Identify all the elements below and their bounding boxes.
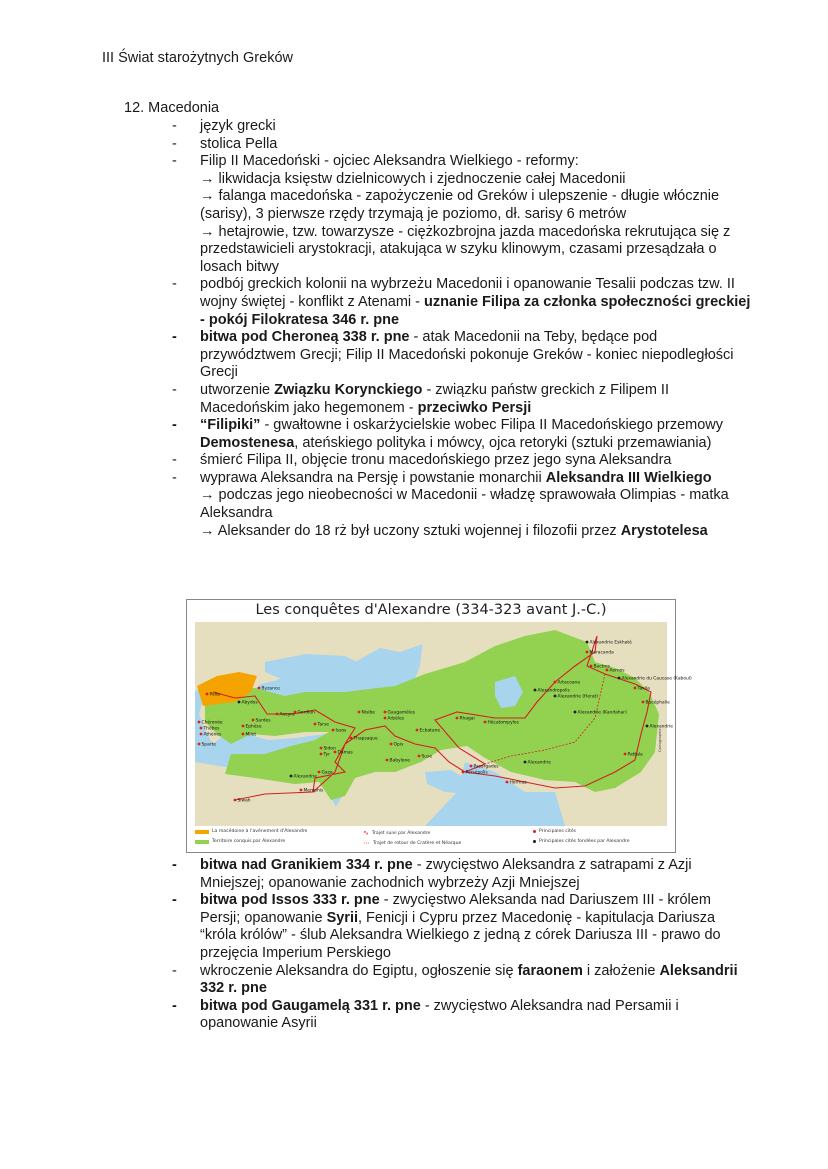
legend-macedonia xyxy=(195,829,307,834)
city-label-ancyre: Ancyre xyxy=(279,712,295,718)
sub-point xyxy=(200,171,752,189)
bullet-dash: - xyxy=(172,962,177,979)
legend-swatch-green xyxy=(195,840,209,844)
list-item-text xyxy=(200,417,752,452)
list-item xyxy=(172,892,752,962)
city-label-alexandrie_caucase: Alexandrie du Caucase (Kaboul) xyxy=(621,676,692,682)
city-marker-memphis xyxy=(300,789,303,792)
bullet-dash: - xyxy=(172,452,177,469)
text-run: - gwałtowne i oskarżycielskie wobec Filipa II Macedońskiego przemowy xyxy=(260,417,723,434)
text-run: i założenie xyxy=(582,962,660,979)
city-marker-maracanda xyxy=(586,651,589,654)
city-marker-alexandropolis xyxy=(534,689,537,692)
list-item xyxy=(172,857,752,892)
bold-text: Aleksandrii 332 r. pne xyxy=(200,962,738,997)
black-dot-icon xyxy=(533,840,536,843)
city-marker-rhagai xyxy=(456,717,459,720)
city-label-babylone: Babylone xyxy=(389,758,410,764)
list-item-text xyxy=(200,857,752,892)
city-marker-alexandrie_carmanie xyxy=(524,761,527,764)
city-marker-suse xyxy=(418,755,421,758)
list-item-text xyxy=(200,118,752,136)
city-label-alexandrie_kandahar: Alexandrie (Kandahar) xyxy=(577,710,627,716)
legend-return xyxy=(363,839,461,847)
bullet-list-bottom xyxy=(172,857,752,1033)
city-label-sidon: Sidon xyxy=(323,746,336,752)
list-item xyxy=(172,470,752,540)
bold-text: bitwa nad Granikiem 334 r. pne xyxy=(200,857,413,873)
text-run: → Aleksander do 18 rż był uczony sztuki wojennej i filozofii przez xyxy=(200,522,621,539)
list-item-text xyxy=(200,470,752,540)
list-item xyxy=(172,153,752,276)
text-run: , Fenicji i Cypru przez Macedonię - kapitulacja Dariusza “króla królów” - ślub Aleksandra Wielkiego z jedną z córek Dariusza III - prawo do przejęcia Imperium Perskiego xyxy=(200,909,721,961)
text-run: - zwycięstwo Aleksanda nad Dariuszem III - królem Persji; opanowanie xyxy=(200,892,711,926)
legend-route-label: Trajet suivi par Alexandre xyxy=(371,830,431,836)
bold-text: faraonem xyxy=(517,962,583,979)
text-run: → likwidacja księstw dzielnicowych i zjednoczenie całej Macedonii xyxy=(200,170,626,187)
bullet-dash: - xyxy=(172,329,177,346)
city-label-sparte: Sparte xyxy=(201,742,216,748)
bold-text: “Filipiki” xyxy=(200,417,261,434)
city-label-tyr: Tyr xyxy=(323,752,330,758)
red-dot-icon xyxy=(533,830,536,833)
list-item xyxy=(172,276,752,329)
city-label-siwah: Siwah xyxy=(237,798,251,804)
city-marker-sidon xyxy=(320,747,323,750)
city-marker-thebes xyxy=(200,727,203,730)
city-label-maracanda: Maracanda xyxy=(589,650,614,656)
city-label-athenes: Athènes xyxy=(203,732,222,738)
city-label-hormuz: Hormuz xyxy=(509,780,527,786)
bullet-list-top xyxy=(172,118,752,540)
city-marker-artakoana xyxy=(554,681,557,684)
sub-point xyxy=(200,523,752,541)
city-marker-persepolis xyxy=(462,771,465,774)
bullet-dash: - xyxy=(172,276,177,293)
city-marker-bucephalie xyxy=(642,701,645,704)
city-marker-pella xyxy=(206,693,209,696)
list-item xyxy=(172,329,752,382)
legend-conquered xyxy=(195,839,285,844)
city-label-alexandrie_arie: Alexandrie (Herat) xyxy=(557,694,598,700)
text-run: - atak Macedonii na Teby, będące pod przywództwem Grecji; Filip II Macedoński pokonuje Greków - koniec niepodległości Grecji xyxy=(200,329,734,381)
city-marker-ancyre xyxy=(276,713,279,716)
city-label-pasargades: Pasargades xyxy=(473,764,499,770)
city-label-arbeles: Arbèles xyxy=(387,716,405,722)
city-marker-alexandrie_eskhate xyxy=(586,641,589,644)
city-marker-siwah xyxy=(234,799,237,802)
city-label-thapsaque: Thapsaque xyxy=(353,736,378,742)
bold-text: Związku Korynckiego xyxy=(274,381,423,398)
city-label-suse: Suse xyxy=(421,754,433,760)
sub-point xyxy=(200,487,752,522)
return-route-icon: ⋯ xyxy=(363,839,370,847)
city-marker-abydos xyxy=(238,701,241,704)
city-label-damas: Damas xyxy=(337,750,353,756)
city-marker-alexandrie_egypte xyxy=(290,775,293,778)
text-run: stolica Pella xyxy=(200,135,278,152)
city-label-sardes: Sardes xyxy=(255,718,271,724)
city-marker-pattala xyxy=(624,753,627,756)
text-run: - związku państw greckich z Filipem II Macedońskim jako hegemonem - xyxy=(200,381,669,416)
city-marker-hecatompylos xyxy=(484,721,487,724)
bullet-dash: - xyxy=(172,857,177,873)
city-label-issos: Issos xyxy=(335,728,347,734)
city-label-gaugameles: Gaugamèles xyxy=(387,710,416,716)
city-marker-gaugameles xyxy=(384,711,387,714)
text-run: śmierć Filipa II, objęcie tronu macedońskiego przez jego syna Aleksandra xyxy=(200,452,672,469)
bullet-dash: - xyxy=(172,381,177,398)
city-marker-issos xyxy=(332,729,335,732)
text-run: wyprawa Aleksandra na Persję i powstanie monarchii xyxy=(200,469,546,486)
city-label-aornos: Aornos xyxy=(609,668,625,674)
city-label-artakoana: Artacoana xyxy=(557,680,580,686)
legend-cities-label: Principales cités xyxy=(539,829,577,834)
city-marker-thapsaque xyxy=(350,737,353,740)
city-marker-athenes xyxy=(200,733,203,736)
city-label-alexandrie_eskhate: Alexandrie Eskhaté xyxy=(589,640,632,646)
bold-text: bitwa pod Cheroneą 338 r. pne xyxy=(200,329,410,346)
list-item-text xyxy=(200,329,752,382)
city-label-alexandrie_egypte: Alexandrie xyxy=(293,774,317,780)
text-run: Filip II Macedoński - ojciec Aleksandra Wielkiego - reformy: xyxy=(200,153,579,170)
city-label-gordion: Gordion xyxy=(297,710,315,716)
list-item xyxy=(172,998,752,1033)
map-figure xyxy=(186,599,692,853)
city-marker-byzance xyxy=(258,687,261,690)
map-image xyxy=(195,622,692,826)
city-label-milet: Milet xyxy=(245,732,257,738)
city-marker-sardes xyxy=(252,719,255,722)
text-run: → falanga macedońska - zapożyczenie od Greków i ulepszenie - długie włócznie (sarisy), 3 pierwsze rzędy trzymają je poziomo, dł. sarisy 6 metrów xyxy=(200,188,720,222)
list-item-text xyxy=(200,136,752,154)
legend-swatch-orange xyxy=(195,830,209,834)
city-label-ephese: Ephèse xyxy=(245,724,262,730)
text-run: - zwycięstwo Aleksandra z satrapami z Azji Mniejszej; opanowanie zachodnich wybrzeży Azji Mniejszej xyxy=(200,857,692,891)
bullet-dash: - xyxy=(172,417,177,434)
city-label-taxila: Taxila xyxy=(637,686,650,692)
bold-text: bitwa pod Issos 333 r. pne xyxy=(200,892,380,909)
list-item xyxy=(172,417,752,452)
city-marker-hormuz xyxy=(506,781,509,784)
list-item-text xyxy=(200,892,752,962)
legend-founded xyxy=(533,839,630,844)
city-label-chersonese: Chéronée xyxy=(201,720,223,726)
city-label-nisibe: Nisibe xyxy=(361,710,375,716)
city-marker-pasargades xyxy=(470,765,473,768)
text-run: → podczas jego nieobecności w Macedonii - władzę sprawowała Olimpias - matka Aleksandra xyxy=(200,487,729,522)
city-label-alexandropolis: Alexandropolis xyxy=(537,688,570,694)
text-run: , ateńskiego polityka i mówcy, ojca retoryki (sztuki przemawiania) xyxy=(294,434,712,451)
city-label-gaza: Gaza xyxy=(321,770,333,776)
bold-text: uznanie Filipa za członka społeczności greckiej - pokój Filokratesa 346 r. pne xyxy=(200,293,751,328)
city-label-tarse: Tarse xyxy=(317,722,329,728)
city-label-alexandria: Alexandrie xyxy=(649,724,673,730)
bullet-dash: - xyxy=(172,469,177,486)
bullet-dash: - xyxy=(172,997,177,1014)
city-label-bactres: Bactres xyxy=(593,664,611,670)
city-label-opis: Opis xyxy=(393,742,404,748)
legend-conquered-label: Territoire conquis par Alexandre xyxy=(212,839,286,844)
city-marker-ephese xyxy=(242,725,245,728)
city-marker-alexandrie_kandahar xyxy=(574,711,577,714)
city-marker-sparte xyxy=(198,743,201,746)
list-item xyxy=(172,452,752,470)
city-marker-arbeles xyxy=(384,717,387,720)
city-label-persepolis: Persépolis xyxy=(465,770,488,776)
legend-cities xyxy=(533,829,576,834)
bold-text: bitwa pod Gaugamelą 331 r. pne xyxy=(200,997,421,1014)
city-marker-chersonese xyxy=(198,721,201,724)
list-item xyxy=(172,382,752,417)
bold-text: Syrii xyxy=(326,909,358,926)
city-marker-nisibe xyxy=(358,711,361,714)
list-item xyxy=(172,136,752,154)
city-marker-alexandrie_arie xyxy=(554,695,557,698)
bullet-dash: - xyxy=(172,135,177,152)
city-marker-gaza xyxy=(318,771,321,774)
map-title: Les conquêtes d'Alexandre (334-323 avant J.-C.) xyxy=(255,602,607,618)
legend-founded-label: Principales cités fondées par Alexandre xyxy=(539,839,630,844)
bold-text: Arystotelesa xyxy=(620,522,708,539)
bold-text: Aleksandra III Wielkiego xyxy=(545,469,712,486)
city-label-bucephalie: Bucéphalie xyxy=(645,700,670,706)
city-label-rhagai: Rhagai xyxy=(459,716,475,722)
city-label-thebes: Thèbes xyxy=(203,726,220,732)
city-marker-tyr xyxy=(320,753,323,756)
legend-macedonia-label: La macédoine à l'avènement d'Alexandre xyxy=(212,829,308,834)
list-item-text xyxy=(200,382,752,417)
sub-point xyxy=(200,188,752,223)
section-title: 12. Macedonia xyxy=(124,100,220,116)
list-item xyxy=(172,118,752,136)
city-label-byzance: Byzance xyxy=(261,686,281,692)
text-run: podbój greckich kolonii na wybrzeżu Macedonii i opanowanie Tesalii podczas tzw. II wojny świętej - konflikt z Atenami - xyxy=(200,276,735,310)
map-legend xyxy=(195,828,667,848)
list-item-text xyxy=(200,153,752,276)
document-header: III Świat starożytnych Greków xyxy=(102,50,293,66)
city-marker-bactres xyxy=(590,665,593,668)
text-run: - zwycięstwo Aleksandra nad Persamii i opanowanie Asyrii xyxy=(200,997,679,1032)
bullet-dash: - xyxy=(172,892,177,909)
sub-point xyxy=(200,224,752,277)
city-marker-ecbatane xyxy=(416,729,419,732)
city-label-pella: Pella xyxy=(209,692,220,698)
city-marker-opis xyxy=(390,743,393,746)
text-run: utworzenie xyxy=(200,381,275,398)
city-marker-alexandria xyxy=(646,725,649,728)
legend-route xyxy=(363,829,430,837)
city-label-pattala: Pattala xyxy=(627,752,643,758)
list-item-text xyxy=(200,452,752,470)
city-label-hecatompylos: Hécatompylos xyxy=(487,720,519,726)
city-marker-tarse xyxy=(314,723,317,726)
legend-return-label: Trajet de retour de Cratère et Néarque xyxy=(373,840,462,846)
bold-text: Demostenesa xyxy=(200,434,295,451)
list-item xyxy=(172,963,752,998)
bullet-dash: - xyxy=(172,118,177,134)
city-label-ecbatane: Ecbatane xyxy=(419,728,441,734)
city-marker-babylone xyxy=(386,759,389,762)
city-label-abydos: Abydos xyxy=(241,700,258,706)
city-marker-taxila xyxy=(634,687,637,690)
city-marker-milet xyxy=(242,733,245,736)
text-run: → hetajrowie, tzw. towarzysze - ciężkozbrojna jazda macedońska rekrutująca się z przedstawicieli arystokracji, atakująca w szyku klinowym, czasami przesądzała o losach bitwy xyxy=(200,223,731,275)
list-item-text xyxy=(200,963,752,998)
route-icon: ∿ xyxy=(363,829,369,837)
text-run: język grecki xyxy=(200,118,276,134)
map-credit: Cartographie xyxy=(658,728,662,752)
text-run: wkroczenie Aleksandra do Egiptu, ogłoszenie się xyxy=(200,962,518,979)
city-label-memphis: Memphis xyxy=(303,788,324,794)
list-item-text xyxy=(200,998,752,1033)
bullet-dash: - xyxy=(172,153,177,170)
list-item-text xyxy=(200,276,752,329)
bold-text: przeciwko Persji xyxy=(417,399,532,416)
city-label-alexandrie_carmanie: Alexandrie xyxy=(527,760,551,766)
city-marker-alexandrie_caucase xyxy=(618,677,621,680)
